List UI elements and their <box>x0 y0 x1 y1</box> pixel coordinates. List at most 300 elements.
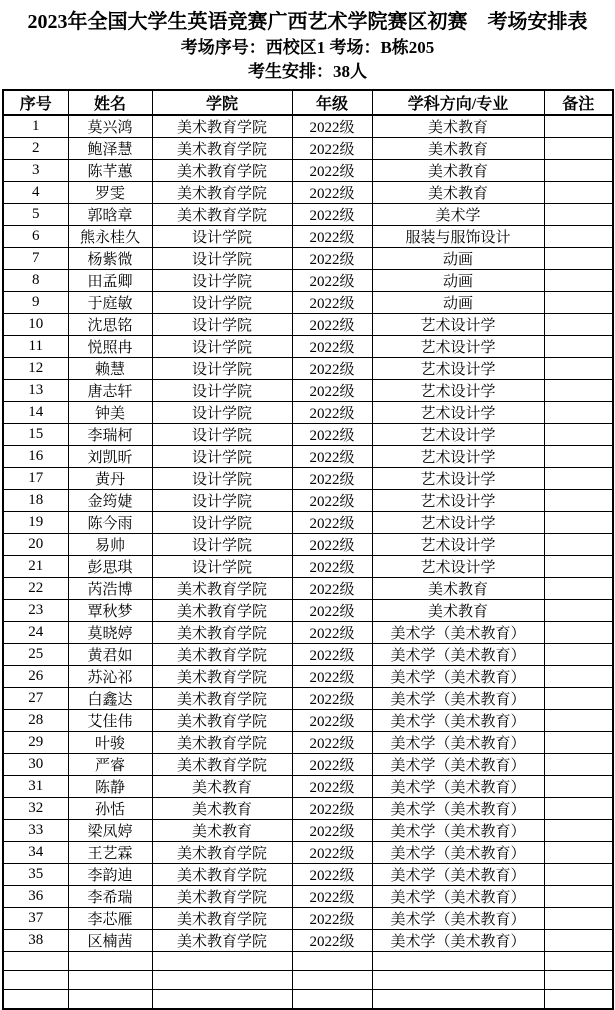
cell-name: 黄君如 <box>68 644 152 666</box>
cell-college: 美术教育学院 <box>152 138 292 160</box>
table-row <box>3 336 613 358</box>
cell-name <box>68 971 152 990</box>
cell-college: 设计学院 <box>152 512 292 534</box>
cell-grade: 2022级 <box>292 578 372 600</box>
cell-seq: 23 <box>3 600 68 622</box>
cell-grade: 2022级 <box>292 336 372 358</box>
cell-remark <box>544 226 613 248</box>
cell-name: 金筠婕 <box>68 490 152 512</box>
cell-grade <box>292 952 372 971</box>
cell-major: 动画 <box>372 248 544 270</box>
table-row <box>3 204 613 226</box>
cell-remark <box>544 490 613 512</box>
cell-seq: 29 <box>3 732 68 754</box>
cell-remark <box>544 270 613 292</box>
cell-grade: 2022级 <box>292 115 372 138</box>
cell-name: 刘凯昕 <box>68 446 152 468</box>
cell-grade: 2022级 <box>292 292 372 314</box>
cell-college: 设计学院 <box>152 534 292 556</box>
cell-seq: 17 <box>3 468 68 490</box>
table-row <box>3 160 613 182</box>
cell-grade: 2022级 <box>292 160 372 182</box>
cell-college: 设计学院 <box>152 270 292 292</box>
cell-grade: 2022级 <box>292 204 372 226</box>
cell-remark <box>544 644 613 666</box>
cell-seq: 16 <box>3 446 68 468</box>
cell-college: 美术教育学院 <box>152 622 292 644</box>
cell-remark <box>544 842 613 864</box>
table-row <box>3 864 613 886</box>
cell-seq: 5 <box>3 204 68 226</box>
table-row <box>3 622 613 644</box>
cell-major: 美术教育 <box>372 160 544 182</box>
cell-seq: 31 <box>3 776 68 798</box>
cell-name <box>68 952 152 971</box>
cell-college: 设计学院 <box>152 248 292 270</box>
cell-college: 设计学院 <box>152 468 292 490</box>
cell-grade: 2022级 <box>292 358 372 380</box>
cell-college: 设计学院 <box>152 380 292 402</box>
table-row <box>3 666 613 688</box>
cell-grade: 2022级 <box>292 864 372 886</box>
cell-major: 艺术设计学 <box>372 402 544 424</box>
cell-seq: 15 <box>3 424 68 446</box>
column-header-name: 姓名 <box>68 90 152 115</box>
table-empty-row <box>3 990 613 1010</box>
cell-college: 美术教育学院 <box>152 908 292 930</box>
table-empty-row <box>3 952 613 971</box>
cell-major: 美术学 <box>372 204 544 226</box>
cell-seq: 27 <box>3 688 68 710</box>
cell-remark <box>544 380 613 402</box>
cell-grade: 2022级 <box>292 820 372 842</box>
table-row <box>3 380 613 402</box>
cell-remark <box>544 314 613 336</box>
table-row <box>3 226 613 248</box>
cell-name: 李瑞柯 <box>68 424 152 446</box>
cell-name: 李芯雁 <box>68 908 152 930</box>
cell-remark <box>544 754 613 776</box>
cell-college: 美术教育学院 <box>152 115 292 138</box>
cell-college: 美术教育学院 <box>152 644 292 666</box>
cell-seq: 13 <box>3 380 68 402</box>
cell-grade: 2022级 <box>292 424 372 446</box>
cell-remark <box>544 798 613 820</box>
cell-name: 易帅 <box>68 534 152 556</box>
cell-major: 美术学（美术教育） <box>372 864 544 886</box>
table-row <box>3 820 613 842</box>
cell-remark <box>544 990 613 1010</box>
cell-college: 美术教育学院 <box>152 666 292 688</box>
cell-remark <box>544 578 613 600</box>
cell-college <box>152 990 292 1010</box>
cell-grade: 2022级 <box>292 908 372 930</box>
table-row <box>3 908 613 930</box>
cell-name <box>68 990 152 1010</box>
cell-remark <box>544 534 613 556</box>
cell-seq: 8 <box>3 270 68 292</box>
cell-name: 李韵迪 <box>68 864 152 886</box>
cell-name: 于庭敏 <box>68 292 152 314</box>
cell-grade: 2022级 <box>292 556 372 578</box>
table-row <box>3 248 613 270</box>
cell-remark <box>544 336 613 358</box>
cell-seq: 14 <box>3 402 68 424</box>
cell-college: 美术教育学院 <box>152 754 292 776</box>
cell-name: 赖慧 <box>68 358 152 380</box>
cell-major: 艺术设计学 <box>372 358 544 380</box>
cell-name: 熊永桂久 <box>68 226 152 248</box>
cell-major: 艺术设计学 <box>372 490 544 512</box>
cell-name: 杨紫微 <box>68 248 152 270</box>
cell-major: 艺术设计学 <box>372 556 544 578</box>
table-row <box>3 424 613 446</box>
cell-name: 郭晗章 <box>68 204 152 226</box>
cell-college: 美术教育学院 <box>152 204 292 226</box>
cell-grade: 2022级 <box>292 930 372 952</box>
cell-name: 陈芊蕙 <box>68 160 152 182</box>
document-header <box>0 0 615 84</box>
cell-name: 覃秋梦 <box>68 600 152 622</box>
cell-major: 美术学（美术教育） <box>372 930 544 952</box>
cell-college: 美术教育学院 <box>152 732 292 754</box>
cell-remark <box>544 732 613 754</box>
cell-remark <box>544 248 613 270</box>
cell-remark <box>544 446 613 468</box>
cell-remark <box>544 512 613 534</box>
cell-major: 美术教育 <box>372 600 544 622</box>
cell-seq: 25 <box>3 644 68 666</box>
table-row <box>3 688 613 710</box>
cell-remark <box>544 556 613 578</box>
cell-name: 陈今雨 <box>68 512 152 534</box>
cell-grade: 2022级 <box>292 688 372 710</box>
cell-grade <box>292 990 372 1010</box>
table-row <box>3 446 613 468</box>
cell-remark <box>544 138 613 160</box>
cell-major: 美术学（美术教育） <box>372 666 544 688</box>
cell-grade: 2022级 <box>292 138 372 160</box>
cell-major: 艺术设计学 <box>372 534 544 556</box>
cell-name: 李希瑞 <box>68 886 152 908</box>
cell-college: 美术教育 <box>152 776 292 798</box>
cell-name: 莫兴鸿 <box>68 115 152 138</box>
cell-remark <box>544 182 613 204</box>
table-row <box>3 182 613 204</box>
cell-name: 唐志轩 <box>68 380 152 402</box>
cell-seq: 7 <box>3 248 68 270</box>
cell-major: 美术学（美术教育） <box>372 798 544 820</box>
cell-major: 动画 <box>372 270 544 292</box>
cell-remark <box>544 358 613 380</box>
cell-college: 设计学院 <box>152 424 292 446</box>
cell-major: 美术教育 <box>372 578 544 600</box>
cell-major: 艺术设计学 <box>372 512 544 534</box>
cell-college: 美术教育学院 <box>152 710 292 732</box>
cell-seq: 28 <box>3 710 68 732</box>
table-row <box>3 886 613 908</box>
cell-remark <box>544 710 613 732</box>
cell-grade: 2022级 <box>292 182 372 204</box>
cell-grade: 2022级 <box>292 490 372 512</box>
cell-seq: 6 <box>3 226 68 248</box>
table-row <box>3 732 613 754</box>
cell-seq: 4 <box>3 182 68 204</box>
cell-remark <box>544 468 613 490</box>
table-header-row <box>3 90 613 115</box>
cell-name: 罗雯 <box>68 182 152 204</box>
cell-seq: 37 <box>3 908 68 930</box>
cell-grade: 2022级 <box>292 314 372 336</box>
cell-major: 艺术设计学 <box>372 314 544 336</box>
cell-grade: 2022级 <box>292 512 372 534</box>
cell-major <box>372 971 544 990</box>
exam-room-info-line: 考场序号：西校区1 考场：B栋205 <box>180 38 435 57</box>
cell-grade: 2022级 <box>292 666 372 688</box>
cell-college: 美术教育学院 <box>152 864 292 886</box>
cell-college: 美术教育学院 <box>152 886 292 908</box>
cell-grade: 2022级 <box>292 248 372 270</box>
cell-grade: 2022级 <box>292 534 372 556</box>
cell-grade: 2022级 <box>292 270 372 292</box>
cell-remark <box>544 160 613 182</box>
table-row <box>3 314 613 336</box>
cell-seq <box>3 990 68 1010</box>
cell-name: 陈静 <box>68 776 152 798</box>
cell-major: 美术教育 <box>372 138 544 160</box>
table-row <box>3 270 613 292</box>
cell-name: 孙恬 <box>68 798 152 820</box>
cell-college: 美术教育学院 <box>152 842 292 864</box>
table-row <box>3 600 613 622</box>
cell-remark <box>544 971 613 990</box>
cell-remark <box>544 776 613 798</box>
column-header-grade: 年级 <box>292 90 372 115</box>
cell-name: 悦照冉 <box>68 336 152 358</box>
cell-grade <box>292 971 372 990</box>
cell-college: 设计学院 <box>152 490 292 512</box>
cell-college: 美术教育学院 <box>152 182 292 204</box>
column-header-seq: 序号 <box>3 90 68 115</box>
table-row <box>3 402 613 424</box>
cell-remark <box>544 952 613 971</box>
cell-college: 美术教育学院 <box>152 600 292 622</box>
cell-seq: 2 <box>3 138 68 160</box>
cell-name: 沈思铭 <box>68 314 152 336</box>
candidate-count-line: 考生安排：38人 <box>248 62 367 81</box>
cell-remark <box>544 600 613 622</box>
cell-seq <box>3 971 68 990</box>
cell-remark <box>544 115 613 138</box>
cell-name: 严睿 <box>68 754 152 776</box>
cell-remark <box>544 424 613 446</box>
cell-remark <box>544 908 613 930</box>
cell-seq: 19 <box>3 512 68 534</box>
cell-grade: 2022级 <box>292 226 372 248</box>
cell-grade: 2022级 <box>292 600 372 622</box>
cell-major: 美术教育 <box>372 182 544 204</box>
cell-grade: 2022级 <box>292 732 372 754</box>
table-row <box>3 842 613 864</box>
cell-grade: 2022级 <box>292 886 372 908</box>
cell-seq: 1 <box>3 115 68 138</box>
cell-seq: 18 <box>3 490 68 512</box>
cell-grade: 2022级 <box>292 842 372 864</box>
cell-grade: 2022级 <box>292 622 372 644</box>
cell-college <box>152 952 292 971</box>
cell-name: 彭思琪 <box>68 556 152 578</box>
exam-seating-table <box>2 89 614 1010</box>
cell-grade: 2022级 <box>292 798 372 820</box>
cell-name: 黄丹 <box>68 468 152 490</box>
cell-major: 美术学（美术教育） <box>372 842 544 864</box>
cell-college: 设计学院 <box>152 556 292 578</box>
cell-name: 梁凤婷 <box>68 820 152 842</box>
cell-remark <box>544 292 613 314</box>
cell-name: 苏沁祁 <box>68 666 152 688</box>
cell-name: 莫晓婷 <box>68 622 152 644</box>
cell-seq: 21 <box>3 556 68 578</box>
table-row <box>3 534 613 556</box>
cell-remark <box>544 666 613 688</box>
cell-name: 鲍泽慧 <box>68 138 152 160</box>
exam-table-body <box>3 115 613 1009</box>
cell-college: 美术教育 <box>152 820 292 842</box>
cell-college: 设计学院 <box>152 314 292 336</box>
cell-remark <box>544 886 613 908</box>
cell-seq: 30 <box>3 754 68 776</box>
cell-college <box>152 971 292 990</box>
cell-major: 艺术设计学 <box>372 468 544 490</box>
cell-college: 美术教育学院 <box>152 578 292 600</box>
cell-major: 美术学（美术教育） <box>372 732 544 754</box>
cell-grade: 2022级 <box>292 446 372 468</box>
column-header-college: 学院 <box>152 90 292 115</box>
cell-seq: 34 <box>3 842 68 864</box>
table-row <box>3 512 613 534</box>
cell-name: 艾佳伟 <box>68 710 152 732</box>
cell-major: 美术学（美术教育） <box>372 754 544 776</box>
cell-major: 美术学（美术教育） <box>372 820 544 842</box>
document-title: 2023年全国大学生英语竞赛广西艺术学院赛区初赛 考场安排表 <box>27 11 588 33</box>
table-row <box>3 138 613 160</box>
table-row <box>3 710 613 732</box>
cell-seq: 38 <box>3 930 68 952</box>
column-header-remark: 备注 <box>544 90 613 115</box>
cell-grade: 2022级 <box>292 380 372 402</box>
table-row <box>3 754 613 776</box>
cell-college: 美术教育 <box>152 798 292 820</box>
cell-major: 动画 <box>372 292 544 314</box>
cell-seq: 10 <box>3 314 68 336</box>
cell-college: 设计学院 <box>152 358 292 380</box>
cell-college: 设计学院 <box>152 292 292 314</box>
cell-name: 白鑫达 <box>68 688 152 710</box>
cell-major: 美术教育 <box>372 115 544 138</box>
table-row <box>3 930 613 952</box>
cell-major: 美术学（美术教育） <box>372 908 544 930</box>
cell-major: 艺术设计学 <box>372 446 544 468</box>
cell-remark <box>544 688 613 710</box>
cell-college: 设计学院 <box>152 446 292 468</box>
cell-major: 艺术设计学 <box>372 380 544 402</box>
table-row <box>3 556 613 578</box>
cell-major: 美术学（美术教育） <box>372 688 544 710</box>
table-row <box>3 578 613 600</box>
table-empty-row <box>3 971 613 990</box>
cell-grade: 2022级 <box>292 754 372 776</box>
cell-college: 设计学院 <box>152 336 292 358</box>
cell-name: 叶骏 <box>68 732 152 754</box>
cell-seq: 9 <box>3 292 68 314</box>
cell-major: 美术学（美术教育） <box>372 710 544 732</box>
cell-college: 设计学院 <box>152 226 292 248</box>
cell-seq: 20 <box>3 534 68 556</box>
cell-college: 美术教育学院 <box>152 160 292 182</box>
table-row <box>3 115 613 138</box>
column-header-major: 学科方向/专业 <box>372 90 544 115</box>
cell-name: 芮浩博 <box>68 578 152 600</box>
cell-major: 艺术设计学 <box>372 336 544 358</box>
table-row <box>3 644 613 666</box>
table-row <box>3 798 613 820</box>
cell-name: 区楠茜 <box>68 930 152 952</box>
cell-seq: 35 <box>3 864 68 886</box>
cell-seq: 22 <box>3 578 68 600</box>
cell-grade: 2022级 <box>292 776 372 798</box>
cell-major <box>372 990 544 1010</box>
table-row <box>3 292 613 314</box>
cell-grade: 2022级 <box>292 402 372 424</box>
cell-grade: 2022级 <box>292 468 372 490</box>
cell-seq: 36 <box>3 886 68 908</box>
cell-remark <box>544 402 613 424</box>
table-row <box>3 358 613 380</box>
cell-major: 美术学（美术教育） <box>372 776 544 798</box>
cell-remark <box>544 622 613 644</box>
table-row <box>3 490 613 512</box>
cell-name: 王艺霖 <box>68 842 152 864</box>
cell-grade: 2022级 <box>292 644 372 666</box>
cell-seq: 12 <box>3 358 68 380</box>
cell-seq: 26 <box>3 666 68 688</box>
cell-seq: 11 <box>3 336 68 358</box>
table-row <box>3 468 613 490</box>
cell-seq: 3 <box>3 160 68 182</box>
cell-major: 美术学（美术教育） <box>372 622 544 644</box>
table-row <box>3 776 613 798</box>
cell-major <box>372 952 544 971</box>
cell-remark <box>544 864 613 886</box>
cell-major: 艺术设计学 <box>372 424 544 446</box>
cell-grade: 2022级 <box>292 710 372 732</box>
cell-college: 美术教育学院 <box>152 688 292 710</box>
cell-seq <box>3 952 68 971</box>
cell-remark <box>544 930 613 952</box>
cell-name: 田孟卿 <box>68 270 152 292</box>
cell-seq: 32 <box>3 798 68 820</box>
cell-major: 服装与服饰设计 <box>372 226 544 248</box>
cell-name: 钟美 <box>68 402 152 424</box>
cell-college: 美术教育学院 <box>152 930 292 952</box>
cell-college: 设计学院 <box>152 402 292 424</box>
cell-remark <box>544 204 613 226</box>
cell-major: 美术学（美术教育） <box>372 886 544 908</box>
cell-remark <box>544 820 613 842</box>
cell-seq: 33 <box>3 820 68 842</box>
cell-seq: 24 <box>3 622 68 644</box>
cell-major: 美术学（美术教育） <box>372 644 544 666</box>
